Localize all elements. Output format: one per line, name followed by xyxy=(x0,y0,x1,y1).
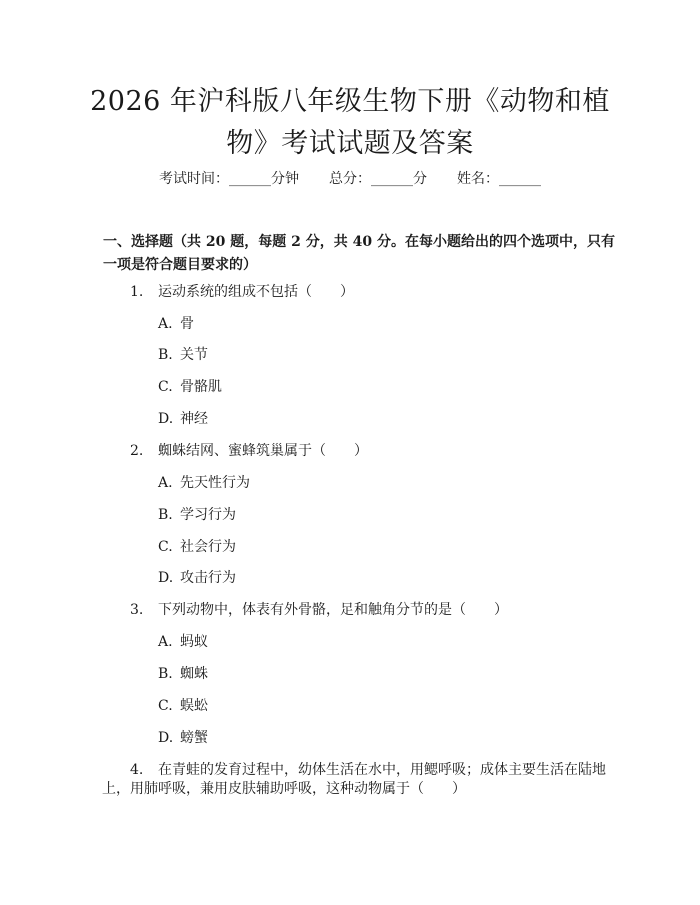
question-number: 2. xyxy=(130,443,144,459)
exam-title-line-1: 2026 年沪科版八年级生物下册《动物和植 xyxy=(90,86,610,117)
question-number: 3. xyxy=(130,602,144,618)
option-letter: D. xyxy=(158,730,174,746)
question-text-line-1: 在青蛙的发育过程中，幼体生活在水中，用鳃呼吸；成体主要生活在陆地 xyxy=(158,762,606,778)
question-2-option-a xyxy=(158,473,250,493)
option-letter: C. xyxy=(158,379,173,395)
question-1-option-c xyxy=(158,377,222,397)
question-3 xyxy=(130,600,508,620)
score-blank: ______ xyxy=(371,171,413,187)
option-text: 蜘蛛 xyxy=(180,666,208,682)
question-1-option-b xyxy=(158,345,208,365)
question-1-option-d xyxy=(158,409,208,429)
option-text: 螃蟹 xyxy=(180,730,208,746)
option-letter: A. xyxy=(158,475,173,491)
question-2-option-d xyxy=(158,568,236,588)
question-2-option-c xyxy=(158,537,236,557)
section-heading-line-1: 一、选择题（共 20 题，每题 2 分，共 40 分。在每小题给出的四个选项中，只有 xyxy=(103,234,615,250)
option-text: 神经 xyxy=(180,411,208,427)
option-text: 攻击行为 xyxy=(180,570,236,586)
question-1-option-a xyxy=(158,314,194,334)
option-letter: D. xyxy=(158,570,174,586)
question-4-continuation xyxy=(102,779,466,799)
question-2 xyxy=(130,441,368,461)
option-text: 蜈蚣 xyxy=(180,698,208,714)
option-text: 先天性行为 xyxy=(180,475,250,491)
time-label: 考试时间： xyxy=(159,171,229,187)
option-letter: D. xyxy=(158,411,174,427)
option-letter: B. xyxy=(158,347,173,363)
question-text: 蜘蛛结网、蜜蜂筑巢属于（ ） xyxy=(158,443,368,459)
option-letter: B. xyxy=(158,507,173,523)
question-text-line-2: 上，用肺呼吸，兼用皮肤辅助呼吸，这种动物属于（ ） xyxy=(102,781,466,797)
exam-info-line xyxy=(0,169,700,189)
option-text: 蚂蚁 xyxy=(180,634,208,650)
option-text: 骨骼肌 xyxy=(180,379,222,395)
question-3-option-a xyxy=(158,632,208,652)
option-text: 社会行为 xyxy=(180,539,236,555)
section-heading-line-2: 一项是符合题目要求的） xyxy=(103,257,257,273)
option-letter: A. xyxy=(158,634,173,650)
option-text: 骨 xyxy=(180,316,194,332)
question-number: 1. xyxy=(130,284,144,300)
exam-title-line-2: 物》考试试题及答案 xyxy=(226,128,474,159)
name-label: 姓名： xyxy=(457,171,499,187)
question-3-option-c xyxy=(158,696,208,716)
score-unit: 分 xyxy=(413,171,427,187)
question-1 xyxy=(130,282,354,302)
question-2-option-b xyxy=(158,505,236,525)
question-text: 运动系统的组成不包括（ ） xyxy=(158,284,354,300)
option-text: 学习行为 xyxy=(180,507,236,523)
question-3-option-b xyxy=(158,664,208,684)
name-blank: ______ xyxy=(499,171,541,187)
question-4 xyxy=(130,760,606,780)
time-blank: ______ xyxy=(229,171,271,187)
time-unit: 分钟 xyxy=(271,171,299,187)
option-letter: C. xyxy=(158,539,173,555)
question-number: 4. xyxy=(130,762,144,778)
question-text: 下列动物中，体表有外骨骼，足和触角分节的是（ ） xyxy=(158,602,508,618)
option-text: 关节 xyxy=(180,347,208,363)
option-letter: B. xyxy=(158,666,173,682)
option-letter: C. xyxy=(158,698,173,714)
question-3-option-d xyxy=(158,728,208,748)
score-label: 总分： xyxy=(329,171,371,187)
option-letter: A. xyxy=(158,316,173,332)
